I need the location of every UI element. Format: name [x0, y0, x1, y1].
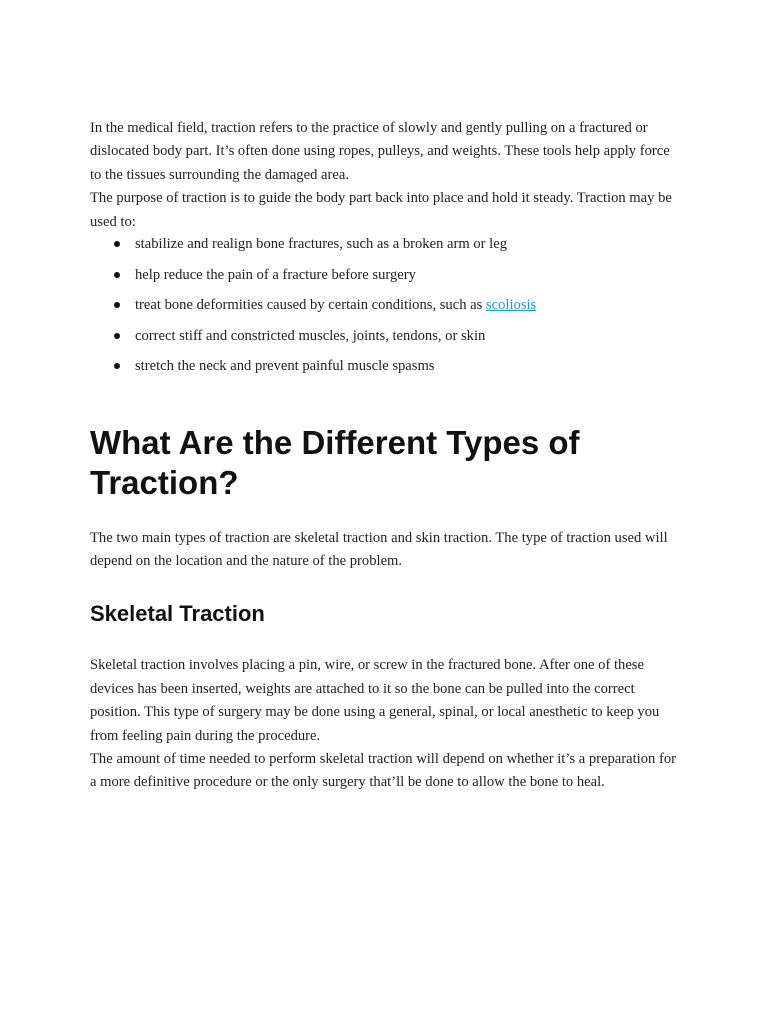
uses-list: [90, 234, 682, 387]
bullet-icon: [114, 363, 120, 369]
bullet-icon: [114, 302, 120, 308]
types-heading: What Are the Different Types of Traction?: [90, 423, 580, 501]
skeletal-paragraph-1: Skeletal traction involves placing a pin, wire, or screw in the fractured bone. After one of these devices has been inserted, weights are attached to it so the bone can be pulled into the correct position. This type of surgery may be done using a general, spinal, or local anesthetic to keep you from feeling pain during the procedure.: [90, 657, 660, 744]
list-item-text: treat bone deformities caused by certain conditions, such as: [135, 297, 486, 314]
skeletal-traction-heading: Skeletal Traction: [90, 601, 265, 627]
bullet-icon: [114, 333, 120, 339]
list-item: [90, 295, 682, 326]
list-item-text: correct stiff and constricted muscles, joints, tendons, or skin: [135, 327, 486, 344]
purpose-paragraph: The purpose of traction is to guide the body part back into place and hold it steady. Traction may be used to:: [90, 190, 672, 230]
list-item: [90, 234, 682, 265]
list-item-text: help reduce the pain of a fracture before surgery: [135, 266, 416, 283]
list-item-text: stabilize and realign bone fractures, such as a broken arm or leg: [135, 236, 507, 253]
list-item: [90, 265, 682, 296]
bullet-icon: [114, 241, 120, 247]
scoliosis-link[interactable]: scoliosis: [485, 297, 537, 314]
bullet-icon: [114, 272, 120, 278]
list-item-text: stretch the neck and prevent painful muscle spasms: [135, 358, 435, 375]
types-paragraph: The two main types of traction are skeletal traction and skin traction. The type of traction used will depend on the location and the nature of the problem.: [90, 529, 668, 569]
article-body: [90, 117, 682, 795]
list-item: [90, 356, 682, 387]
intro-paragraph: In the medical field, traction refers to the practice of slowly and gently pulling on a fractured or dislocated body part. It’s often done using ropes, pulleys, and weights. These tools help apply force to the tissues surrounding the damaged area.: [90, 120, 670, 183]
list-item: [90, 326, 682, 357]
skeletal-paragraph-2: The amount of time needed to perform skeletal traction will depend on whether it’s a preparation for a more definitive procedure or the only surgery that’ll be done to allow the bone to heal.: [90, 750, 676, 791]
